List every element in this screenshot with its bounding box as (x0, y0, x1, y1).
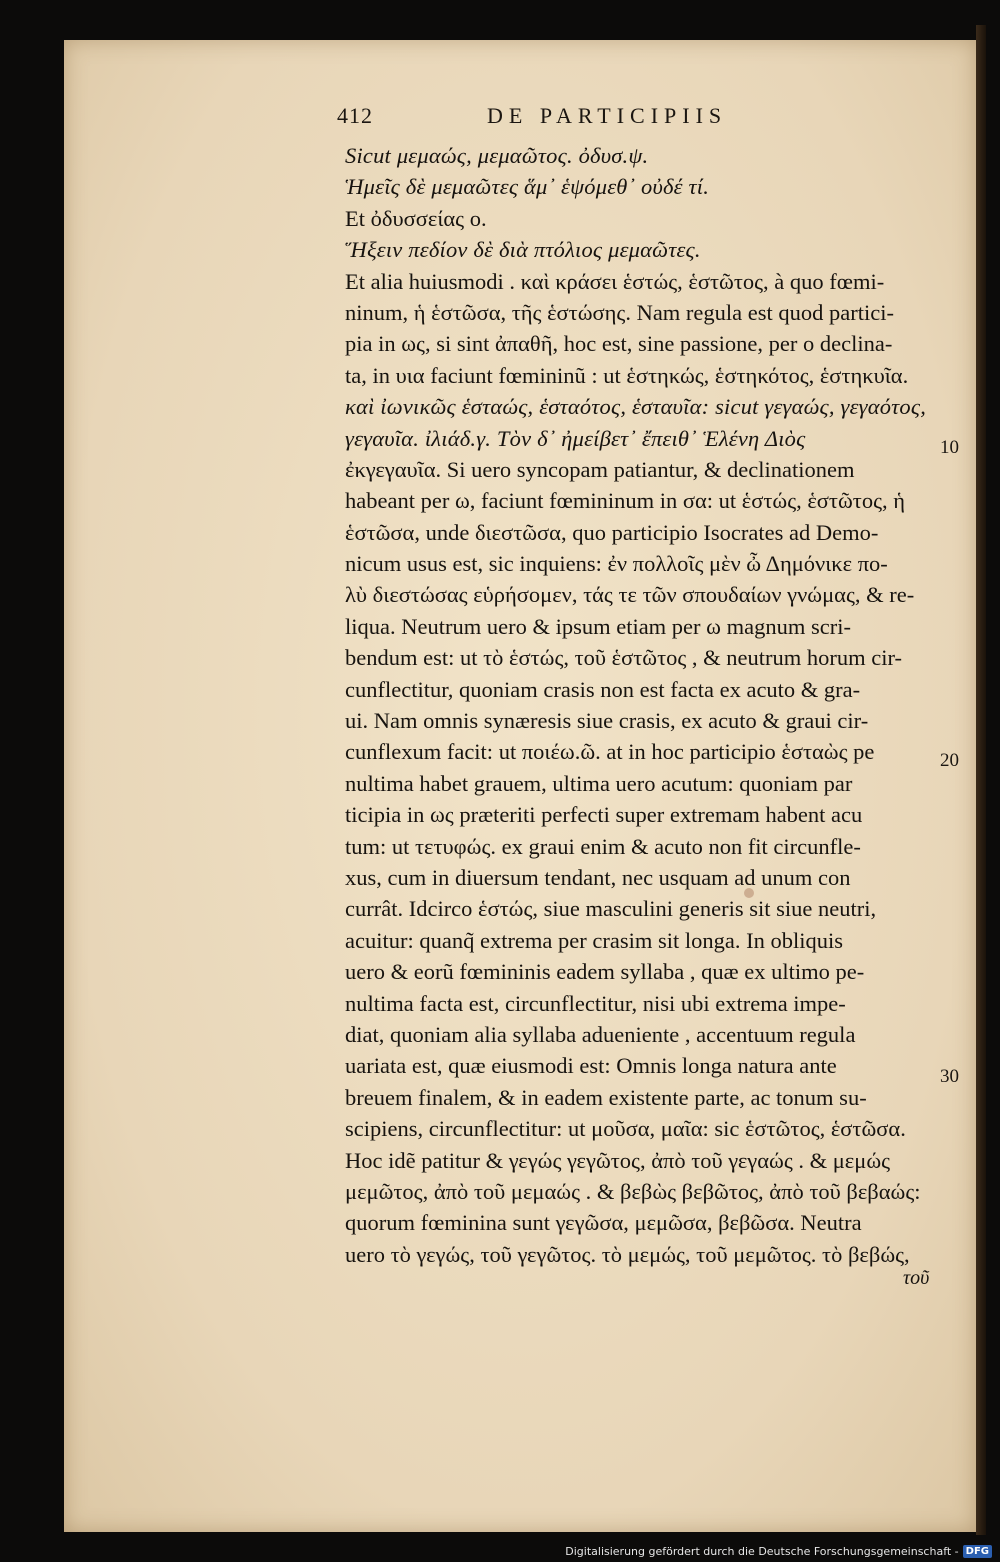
text-line: ἑστῶσα, unde διεστῶσα, quo participio Isocrates ad Demo- (345, 519, 879, 545)
text-line: uero & eorũ fœmininis eadem syllaba , quæ ex ultimo pe- (345, 959, 865, 985)
text-line: quorum fœminina sunt γεγῶσα, μεμῶσα, βεβῶσα. Neutra (345, 1210, 862, 1236)
page-header (337, 103, 777, 137)
text-line: breuem finalem, & in eadem existente parte, ac tonum su- (345, 1084, 867, 1110)
text-line: tum: ut τετυφώς. ex graui enim & acuto non fit circunfle- (345, 833, 861, 859)
margin-line-number: 30 (940, 1066, 959, 1087)
text-line: μεμῶτος, ἀπὸ τοῦ μεμαώς . & βεβὼς βεβῶτος, ἀπὸ τοῦ βεβαώς: (345, 1178, 921, 1204)
margin-line-number: 20 (940, 750, 959, 771)
credit-text: Digitalisierung gefördert durch die Deutsche Forschungsgemeinschaft - (565, 1545, 959, 1558)
text-line: uariata est, quæ eiusmodi est: Omnis longa natura ante (345, 1053, 837, 1079)
text-line: Ἡμεῖς δὲ μεμαῶτες ἅμ᾽ ἑψόμεθ᾽ οὐδέ τί. (345, 174, 710, 200)
margin-line-number: 10 (940, 437, 959, 458)
text-line: Ἥξειν πεδίον δὲ διὰ πτόλιος μεμαῶτες. (345, 237, 701, 263)
text-line: diat, quoniam alia syllaba adueniente , accentuum regula (345, 1021, 856, 1047)
adjacent-page-edge (976, 25, 986, 1535)
text-line: Et alia huiusmodi . καὶ κράσει ἑστώς, ἑστῶτος, à quo fœmi- (345, 268, 885, 294)
text-line: xus, cum in diuersum tendant, nec usquam ad unum con (345, 864, 851, 890)
text-line: scipiens, circunflectitur: ut μοῦσα, μαῖα: sic ἑστῶτος, ἑστῶσα. (345, 1116, 906, 1142)
text-line: cunflexum facit: ut ποιέω.ῶ. at in hoc participio ἑσταὼς pe (345, 739, 875, 765)
text-line: habeant per ω, faciunt fœmininum in σα: ut ἑστώς, ἑστῶτος, ἡ (345, 488, 905, 514)
text-line: currât. Idcirco ἑστώς, siue masculini generis sit siue neutri, (345, 896, 877, 922)
text-line: λὺ διεστώσας εὑρήσομεν, τάς τε τῶν σπουδαίων γνώμας, & re- (345, 582, 915, 608)
text-line: pia in ως, si sint ἀπαθῆ, hoc est, sine passione, per ο declina- (345, 331, 893, 357)
text-line: ta, in υια faciunt fœmininũ : ut ἑστηκώς, ἑστηκότος, ἑστηκυῖα. (345, 362, 909, 388)
text-line: nultima habet grauem, ultima uero acutum: quoniam par (345, 770, 853, 796)
page-number: 412 (337, 103, 373, 128)
text-line: nicum usus est, sic inquiens: ἐν πολλοῖς μὲν ὦ Δημόνικε πο- (345, 551, 888, 577)
text-line: uero τὸ γεγώς, τοῦ γεγῶτος. τὸ μεμώς, τοῦ μεμῶτος. τὸ βεβώς, (345, 1241, 910, 1267)
text-line: liqua. Neutrum uero & ipsum etiam per ω magnum scri- (345, 613, 851, 639)
text-line: bendum est: ut τὸ ἑστώς, τοῦ ἑστῶτος , & neutrum horum cir- (345, 645, 903, 671)
text-line: cunflectitur, quoniam crasis non est facta ex acuto & gra- (345, 676, 861, 702)
dfg-logo-icon: DFG (963, 1545, 992, 1558)
text-line: ἐκγεγαυῖα. Si uero syncopam patiantur, & declinationem (345, 456, 855, 482)
text-line: Et ὀδυσσείας ο. (345, 205, 487, 231)
body-text (345, 140, 945, 1270)
text-line: καὶ ἰωνικῶς ἑσταώς, ἑσταότος, ἑσταυῖα: sicut γεγαώς, γεγαότος, (345, 394, 927, 420)
catch-word: τοῦ (903, 1267, 930, 1289)
text-line: Hoc idẽ patitur & γεγώς γεγῶτος, ἀπὸ τοῦ γεγαώς . & μεμώς (345, 1147, 891, 1173)
running-head: DE PARTICIPIIS (487, 103, 728, 128)
text-line: nultima facta est, circunflectitur, nisi ubi extrema impe- (345, 990, 846, 1016)
text-line: ninum, ἡ ἑστῶσα, τῆς ἑστώσης. Nam regula est quod partici- (345, 299, 894, 325)
digitization-credit (565, 1545, 992, 1558)
text-line: ui. Nam omnis synæresis siue crasis, ex acuto & graui cir- (345, 708, 869, 734)
text-line: ticipia in ως præteriti perfecti super extremam habent acu (345, 802, 863, 828)
text-line: acuitur: quanq̃ extrema per crasim sit longa. In obliquis (345, 927, 843, 953)
text-line: Sicut μεμαώς, μεμαῶτος. ὀδυσ.ψ. (345, 143, 649, 168)
text-line: γεγαυῖα. ἰλιάδ.γ. Τὸν δ᾽ ἠμείβετ᾽ ἔπειθ᾽ Ἑλένη Διὸς (345, 425, 806, 451)
